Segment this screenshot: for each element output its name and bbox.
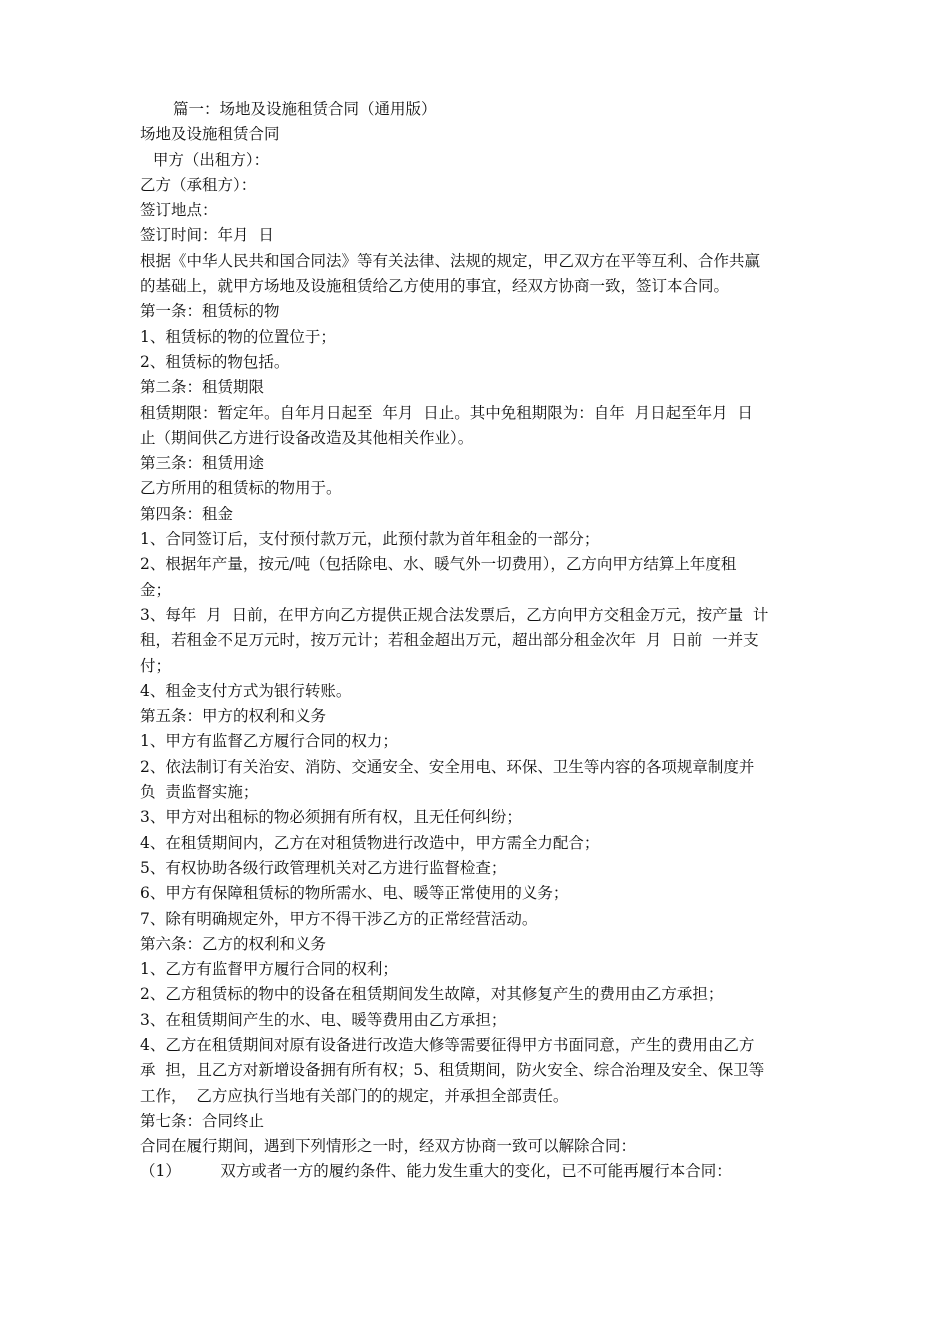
article-7-item-1: （1） 双方或者一方的履约条件、能力发生重大的变化，已不可能再履行本合同：: [140, 1162, 732, 1181]
article-4-item-3-line-1: 3、每年 月 日前，在甲方向乙方提供正规合法发票后，乙方向甲方交租金万元，按产量 计: [140, 605, 769, 624]
signing-place-line: 签订地点：: [140, 201, 218, 220]
article-1-heading: 第一条：租赁标的物: [140, 302, 280, 321]
article-4-heading: 第四条：租金: [140, 504, 234, 523]
article-1-item-1: 1、租赁标的物的位置位于；: [140, 327, 336, 346]
party-b-line: 乙方（承租方）：: [140, 175, 257, 194]
article-5-item-4: 4、在租赁期间内，乙方在对租赁物进行改造中，甲方需全力配合；: [140, 833, 600, 852]
article-2-heading: 第二条：租赁期限: [140, 378, 265, 397]
article-1-item-2: 2、租赁标的物包括。: [140, 352, 290, 371]
contract-page: [140, 97, 830, 1185]
article-5-item-5: 5、有权协助各级行政管理机关对乙方进行监督检查；: [140, 858, 507, 877]
article-4-item-2-line-2: 金；: [140, 580, 172, 599]
article-7-line-1: 合同在履行期间，遇到下列情形之一时，经双方协商一致可以解除合同：: [140, 1137, 637, 1156]
article-5-item-1: 1、甲方有监督乙方履行合同的权力；: [140, 732, 398, 751]
article-6-item-4-line-3: 工作， 乙方应执行当地有关部门的的规定，并承担全部责任。: [140, 1086, 569, 1105]
article-6-item-1: 1、乙方有监督甲方履行合同的权利；: [140, 960, 398, 979]
article-6-item-4-line-1: 4、乙方在租赁期间对原有设备进行改造大修等需要征得甲方书面同意，产生的费用由乙方: [140, 1035, 755, 1054]
article-4-item-4: 4、租金支付方式为银行转账。: [140, 681, 352, 700]
article-5-item-2-line-2: 负 责监督实施；: [140, 783, 259, 802]
article-4-item-1: 1、合同签订后，支付预付款万元，此预付款为首年租金的一部分；: [140, 530, 600, 549]
article-3-line-1: 乙方所用的租赁标的物用于。: [140, 479, 342, 498]
article-2-line-1: 租赁期限：暂定年。自年月日起至 年月 日止。其中免租期限为：自年 月日起至年月 日: [140, 403, 753, 422]
article-2-line-2: 止（期间供乙方进行设备改造及其他相关作业）。: [140, 428, 474, 447]
article-5-item-7: 7、除有明确规定外，甲方不得干涉乙方的正常经营活动。: [140, 909, 538, 928]
article-4-item-3-line-2: 租，若租金不足万元时，按万元计；若租金超出万元，超出部分租金次年 月 日前 一并支: [140, 631, 759, 650]
preamble-line-1: 根据《中华人民共和国合同法》等有关法律、法规的规定，甲乙双方在平等互利、合作共赢: [140, 251, 761, 270]
article-5-heading: 第五条：甲方的权利和义务: [140, 707, 327, 726]
article-5-item-2-line-1: 2、依法制订有关治安、消防、交通安全、安全用电、环保、卫生等内容的各项规章制度并: [140, 757, 755, 776]
preamble-line-2: 的基础上，就甲方场地及设施租赁给乙方使用的事宜，经双方协商一致，签订本合同。: [140, 277, 730, 296]
signing-time-line: 签订时间：年月 日: [140, 226, 274, 245]
article-6-heading: 第六条：乙方的权利和义务: [140, 934, 327, 953]
article-5-item-3: 3、甲方对出租标的物必须拥有所有权，且无任何纠纷；: [140, 808, 522, 827]
article-4-item-3-line-3: 付；: [140, 656, 172, 675]
article-7-heading: 第七条：合同终止: [140, 1111, 265, 1130]
contract-heading: 场地及设施租赁合同: [140, 125, 280, 144]
article-5-item-6: 6、甲方有保障租赁标的物所需水、电、暖等正常使用的义务；: [140, 884, 569, 903]
article-4-item-2-line-1: 2、根据年产量，按元/吨（包括除电、水、暖气外一切费用），乙方向甲方结算上年度租: [140, 555, 737, 574]
party-a-line: 甲方（出租方）：: [148, 150, 270, 169]
article-6-item-3: 3、在租赁期间产生的水、电、暖等费用由乙方承担；: [140, 1010, 507, 1029]
document-title: 篇一：场地及设施租赁合同（通用版）: [173, 100, 437, 118]
article-6-item-4-line-2: 承 担，且乙方对新增设备拥有所有权；5、租赁期间，防火安全、综合治理及安全、保卫等: [140, 1061, 765, 1080]
article-3-heading: 第三条：租赁用途: [140, 454, 265, 473]
article-6-item-2: 2、乙方租赁标的物中的设备在租赁期间发生故障，对其修复产生的费用由乙方承担；: [140, 985, 724, 1004]
